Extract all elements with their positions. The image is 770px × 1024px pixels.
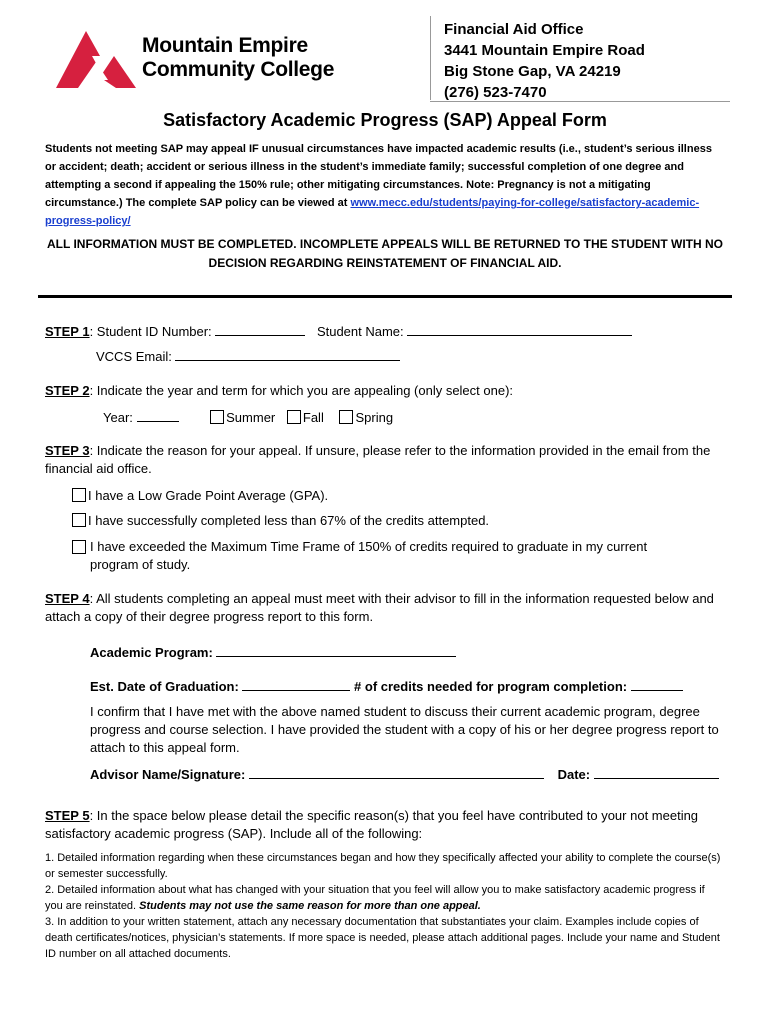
step4-instruction: STEP 4: All students completing an appeal must meet with their advisor to fill in the information requested below and attach a copy of their degree progress report to this form. (45, 591, 714, 624)
college-name: Mountain Empire Community College (142, 34, 335, 81)
college-logo-icon (56, 26, 136, 96)
reason-option-gpa: I have a Low Grade Point Average (GPA). (72, 487, 712, 505)
section-divider (38, 295, 732, 298)
year-field[interactable] (137, 408, 179, 422)
step5-requirements (45, 850, 725, 962)
vccs-email-row: VCCS Email: (96, 347, 400, 366)
student-id-field[interactable] (215, 322, 305, 336)
requirement-item: 2. Detailed information about what has changed with your situation that you feel will allow you to make satisfactory academic progress if you are reinstated. Students may not use the same reason for more than one appeal. (45, 884, 705, 912)
office-address: Financial Aid Office 3441 Mountain Empire Road Big Stone Gap, VA 24219 (276) 523-7470 (444, 21, 645, 101)
academic-program-field[interactable] (216, 643, 456, 657)
fall-checkbox[interactable] (287, 410, 301, 424)
step2-instruction: STEP 2: Indicate the year and term for which you are appealing (only select one): (45, 383, 514, 398)
reason-option-completion: I have successfully completed less than 67% of the credits attempted. (72, 512, 712, 530)
student-name-field[interactable] (407, 322, 632, 336)
reason-option-maxtime: I have exceeded the Maximum Time Frame of 150% of credits required to graduate in my current program of study. (72, 538, 672, 574)
gpa-checkbox[interactable] (72, 488, 86, 502)
advisor-date-field[interactable] (594, 765, 719, 779)
max-timeframe-checkbox[interactable] (72, 540, 86, 554)
credits-needed-field[interactable] (631, 677, 683, 691)
requirement-item: 3. In addition to your written statement, attach any necessary documentation that substantiates your claim. Examples include copies of death certificates/notices, physician’s statements. If more space is needed, please attach additional pages. Include your name and Student ID number on all attached documents. (45, 916, 720, 960)
form-title: Satisfactory Academic Progress (SAP) Appeal Form (163, 110, 607, 130)
warning-notice: ALL INFORMATION MUST BE COMPLETED. INCOMPLETE APPEALS WILL BE RETURNED TO THE STUDENT WITH NO DECISION REGARDING REINSTATEMENT OF FINANCIAL AID. (47, 237, 723, 270)
intro-paragraph: Students not meeting SAP may appeal IF unusual circumstances have impacted academic results (i.e., student’s serious illness or accident; death; accident or serious illness in the student’s immediate family; successful completion of one degree and attempting a second if appealing the 150% rule; other mitigating circumstances. Note: Pregnancy is not a mitigating circumstance.) The complete SAP policy can be viewed at www.mecc.edu/students/paying-for-college/satisfactory-academic-progress-policy/ (45, 143, 712, 227)
requirement-item: 1. Detailed information regarding when these circumstances began and how they specifically affected your ability to complete the course(s) or semester successfully. (45, 852, 721, 880)
advisor-confirmation: I confirm that I have met with the above named student to discuss their current academic program, degree progress and course selection. I have provided the student with a copy of his or her degree progress report to attach to this appeal form. (90, 704, 719, 755)
term-row: Year: Summer Fall Spring (103, 410, 394, 425)
spring-checkbox[interactable] (339, 410, 353, 424)
graduation-row: Est. Date of Graduation: # of credits needed for program completion: (90, 677, 683, 696)
header-divider-vertical (430, 16, 431, 100)
academic-program-row: Academic Program: (90, 643, 456, 662)
vccs-email-field[interactable] (175, 347, 400, 361)
advisor-signature-row: Advisor Name/Signature: Date: (90, 765, 719, 784)
completion-rate-checkbox[interactable] (72, 513, 86, 527)
sap-policy-link[interactable]: www.mecc.edu/students/paying-for-college/satisfactory-academic-progress-policy/ (45, 197, 700, 227)
step5-instruction: STEP 5: In the space below please detail the specific reason(s) that you feel have contributed to your not meeting satisfactory academic progress (SAP). Include all of the following: (45, 808, 699, 841)
step1-row: STEP 1: Student ID Number: Student Name: (45, 322, 745, 341)
summer-checkbox[interactable] (210, 410, 224, 424)
advisor-signature-field[interactable] (249, 765, 544, 779)
step3-instruction: STEP 3: Indicate the reason for your appeal. If unsure, please refer to the information provided in the email from the financial aid office. (45, 443, 711, 476)
graduation-date-field[interactable] (242, 677, 350, 691)
